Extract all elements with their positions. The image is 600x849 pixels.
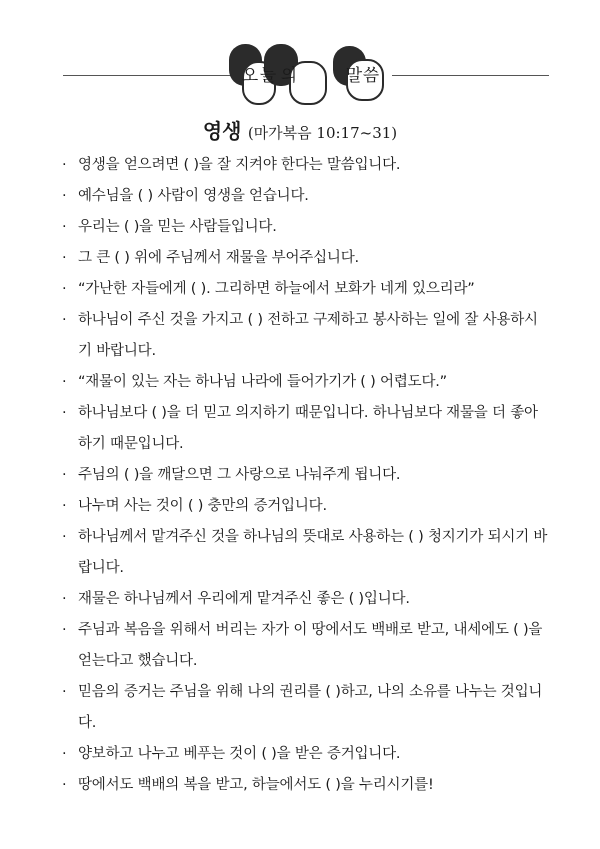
list-item — [62, 398, 548, 460]
item-text: 하나님보다 ( )을 더 믿고 의지하기 때문입니다. 하나님보다 재물을 더 좋아하기 때문입니다. — [78, 405, 538, 452]
statement-list — [62, 150, 548, 801]
bullet: · — [62, 250, 67, 266]
bullet: · — [62, 219, 67, 235]
header-char: 오 — [241, 66, 259, 86]
item-text: 나누며 사는 것이 ( ) 충만의 증거입니다. — [78, 498, 327, 514]
item-text: 땅에서도 백배의 복을 받고, 하늘에서도 ( )을 누리시기를! — [78, 777, 434, 793]
header-char: 의 — [280, 66, 298, 86]
list-item — [62, 460, 548, 491]
bullet: · — [62, 684, 67, 700]
header-char: 씀 — [362, 66, 380, 86]
list-item — [62, 305, 548, 367]
list-item — [62, 584, 548, 615]
item-text: 재물은 하나님께서 우리에게 맡겨주신 좋은 ( )입니다. — [78, 591, 410, 607]
bullet: · — [62, 374, 67, 390]
item-text: 주님의 ( )을 깨달으면 그 사랑으로 나눠주게 됩니다. — [78, 467, 401, 483]
item-text: 영생을 얻으려면 ( )을 잘 지켜야 한다는 말씀입니다. — [78, 157, 401, 173]
bullet: · — [62, 188, 67, 204]
bullet: · — [62, 405, 67, 421]
page-title — [0, 118, 600, 146]
item-text: 하나님이 주신 것을 가지고 ( ) 전하고 구제하고 봉사하는 일에 잘 사용하시기 바랍니다. — [78, 312, 538, 359]
bullet: · — [62, 498, 67, 514]
bullet: · — [62, 746, 67, 762]
bullet: · — [62, 467, 67, 483]
bullet: · — [62, 312, 67, 328]
list-item — [62, 212, 548, 243]
header-char: 말 — [345, 66, 363, 86]
item-text: 믿음의 증거는 주님을 위해 나의 권리를 ( )하고, 나의 소유를 나누는 것입니다. — [78, 684, 543, 731]
list-item — [62, 739, 548, 770]
bullet: · — [62, 622, 67, 638]
list-item — [62, 243, 548, 274]
item-text: “재물이 있는 자는 하나님 나라에 들어가기가 ( ) 어렵도다.” — [78, 374, 447, 390]
bullet: · — [62, 777, 67, 793]
item-text: “가난한 자들에게 ( ). 그리하면 하늘에서 보화가 네게 있으리라” — [78, 281, 475, 297]
header-rule-right — [392, 75, 549, 76]
header-rule-left — [63, 75, 241, 76]
item-text: 양보하고 나누고 베푸는 것이 ( )을 받은 증거입니다. — [78, 746, 401, 762]
list-item — [62, 770, 548, 801]
item-text: 우리는 ( )을 믿는 사람들입니다. — [78, 219, 277, 235]
list-item — [62, 181, 548, 212]
item-text: 예수님을 ( ) 사람이 영생을 얻습니다. — [78, 188, 309, 204]
item-text: 주님과 복음을 위해서 버리는 자가 이 땅에서도 백배로 받고, 내세에도 ( )을 얻는다고 했습니다. — [78, 622, 543, 669]
bullet: · — [62, 591, 67, 607]
list-item — [62, 367, 548, 398]
list-item — [62, 615, 548, 677]
bullet: · — [62, 281, 67, 297]
header-banner — [0, 40, 600, 110]
bullet: · — [62, 157, 67, 173]
bullet: · — [62, 529, 67, 545]
list-item — [62, 677, 548, 739]
item-text: 그 큰 ( ) 위에 주님께서 재물을 부어주십니다. — [78, 250, 359, 266]
list-item — [62, 491, 548, 522]
list-item — [62, 150, 548, 181]
title-scripture-reference: (마가복음 10:17~31) — [247, 124, 398, 142]
title-main: 영생 — [202, 119, 242, 143]
header-char: 늘 — [259, 66, 277, 86]
list-item — [62, 274, 548, 305]
list-item — [62, 522, 548, 584]
item-text: 하나님께서 맡겨주신 것을 하나님의 뜻대로 사용하는 ( ) 청지기가 되시기 바랍니다. — [78, 529, 548, 576]
